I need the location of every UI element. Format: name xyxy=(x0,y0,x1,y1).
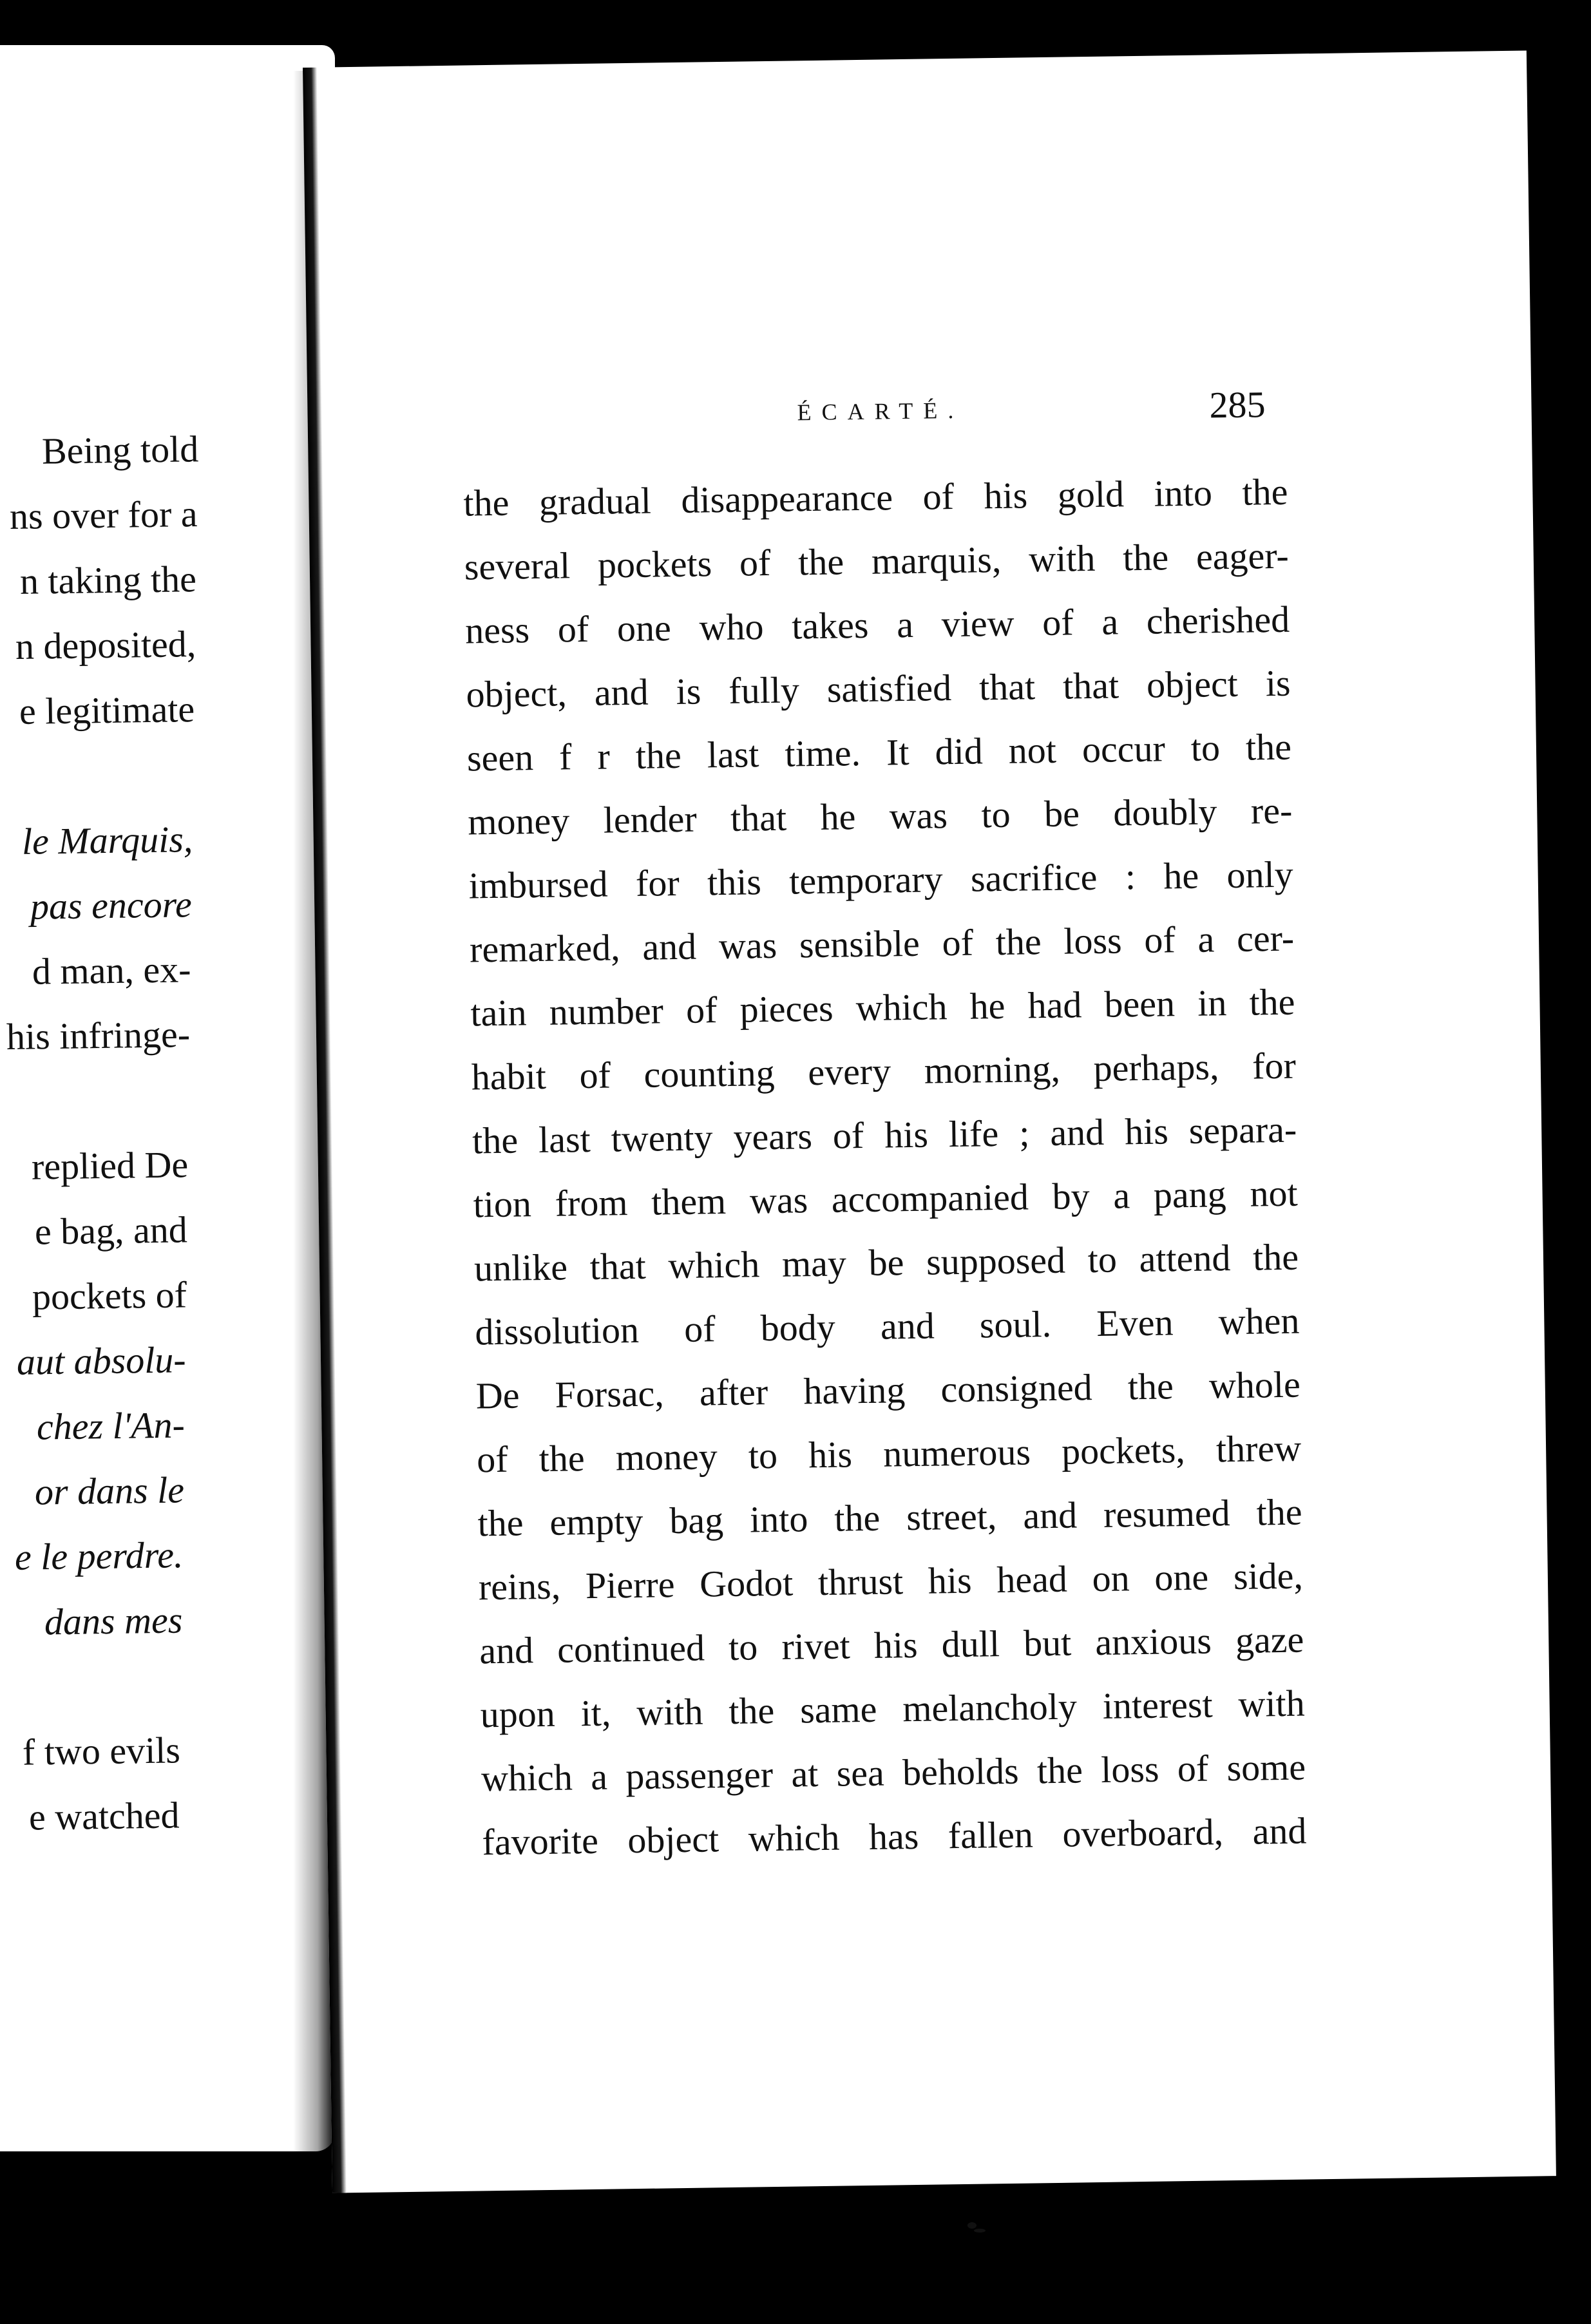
body-line: several pockets of the marquis, with the eager- xyxy=(464,534,1290,588)
body-line: and continued to rivet his dull but anxious gaze xyxy=(479,1618,1304,1672)
left-page-line: e legitimate xyxy=(19,688,195,732)
body-line: ness of one who takes a view of a cherished xyxy=(464,598,1290,652)
left-page-line: e le perdre. xyxy=(14,1534,184,1578)
running-head: ÉCARTÉ. xyxy=(797,397,964,426)
left-page-line: n deposited, xyxy=(15,623,196,667)
left-page-line: pas encore xyxy=(30,883,193,928)
body-line: remarked, and was sensible of the loss of a cer- xyxy=(469,917,1295,971)
left-page-line: or dans le xyxy=(34,1469,185,1513)
body-line: which a passenger at sea beholds the loss of some xyxy=(481,1746,1306,1800)
body-line: seen f r the last time. It did not occur to the xyxy=(466,725,1292,779)
left-page-line: Being told xyxy=(41,428,199,472)
scan-speck xyxy=(967,2222,977,2229)
left-facing-page xyxy=(0,45,335,2151)
right-page xyxy=(303,50,1556,2193)
body-text xyxy=(463,460,1307,1874)
left-page-line: e watched xyxy=(28,1794,180,1838)
body-line: upon it, with the same melancholy interest with xyxy=(480,1682,1306,1736)
left-page-line: replied De xyxy=(31,1143,189,1188)
body-line: imbursed for this temporary sacrifice : he only xyxy=(468,853,1294,907)
left-page-line: le Marquis, xyxy=(21,818,194,862)
left-page-line: pockets of xyxy=(32,1273,187,1318)
body-line: unlike that which may be supposed to attend the xyxy=(473,1235,1299,1290)
body-line: object, and is fully satisfied that that object is xyxy=(466,662,1291,716)
body-line: reins, Pierre Godot thrust his head on one side, xyxy=(478,1554,1304,1608)
left-page-line: n taking the xyxy=(19,558,197,602)
body-line: habit of counting every morning, perhaps, for xyxy=(471,1044,1297,1098)
body-line: money lender that he was to be doubly re- xyxy=(467,789,1293,843)
body-line: tain number of pieces which he had been in the xyxy=(470,980,1295,1034)
body-line: the empty bag into the street, and resumed the xyxy=(477,1491,1302,1545)
body-line: the last twenty years of his life ; and his separa- xyxy=(472,1108,1297,1162)
left-page-line: d man, ex- xyxy=(32,948,192,993)
left-page-line: e bag, and xyxy=(35,1208,188,1253)
body-line: of the money to his numerous pockets, threw xyxy=(476,1427,1302,1481)
left-page-line: aut absolu- xyxy=(16,1338,186,1383)
body-line: De Forsac, after having consigned the whole xyxy=(475,1363,1301,1417)
left-page-line: his infringe- xyxy=(6,1013,191,1058)
left-page-line: ns over for a xyxy=(9,492,198,538)
body-line: dissolution of body and soul. Even when xyxy=(474,1299,1300,1353)
scan-speck xyxy=(974,2229,986,2233)
body-line: the gradual disappearance of his gold into the xyxy=(463,470,1288,524)
left-page-line: f two evils xyxy=(22,1729,181,1773)
left-page-line: dans mes xyxy=(44,1599,183,1643)
page-number: 285 xyxy=(1208,383,1266,426)
body-line: favorite object which has fallen overboard, and xyxy=(482,1809,1307,1863)
body-line: tion from them was accompanied by a pang not xyxy=(473,1172,1298,1226)
left-page-line: chez l'An- xyxy=(36,1404,186,1448)
